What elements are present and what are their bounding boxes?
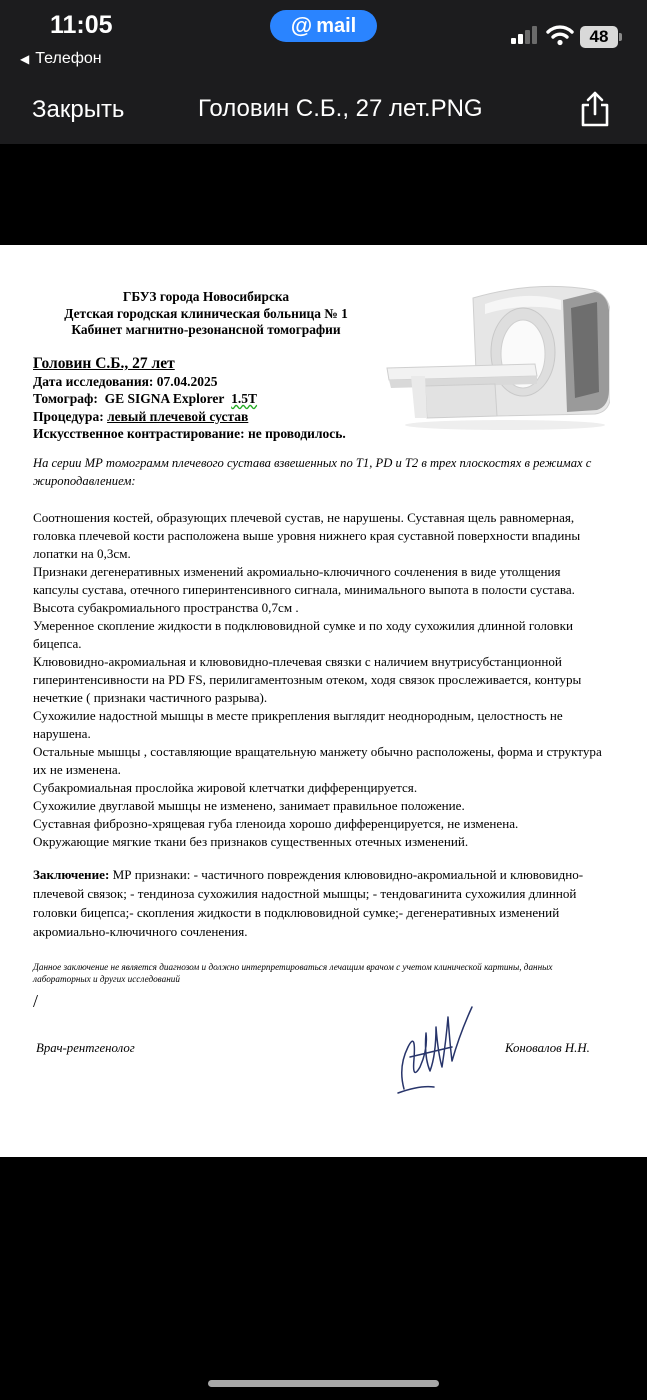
patient-info: [33, 355, 346, 443]
contrast-row: [33, 425, 346, 443]
exam-date-value: 07.04.2025: [156, 373, 218, 389]
contrast-value: не проводилось.: [247, 426, 346, 441]
share-icon[interactable]: [578, 90, 612, 128]
clinic-header-line: Кабинет магнитно-резонансной томографии: [71, 322, 341, 337]
at-icon: @: [290, 13, 313, 38]
document-image[interactable]: [0, 245, 647, 1157]
home-indicator[interactable]: [208, 1380, 439, 1387]
doctor-signature: [390, 997, 480, 1097]
battery-tip: [619, 33, 622, 41]
finding-paragraph: Суставная фиброзно-хрящевая губа гленоида хорошо дифференцируется, не изменена.: [33, 816, 519, 831]
finding-paragraph: Субакромиальная прослойка жировой клетчатки дифференцируется.: [33, 780, 418, 795]
finding-paragraph: Сухожилие двуглавой мышцы не изменено, занимает правильное положение.: [33, 798, 465, 813]
exam-date-row: [33, 373, 346, 391]
battery-icon: [580, 26, 618, 48]
scanner-label: Томограф:: [33, 391, 98, 406]
status-time: 11:05: [50, 11, 113, 39]
wifi-icon: [546, 24, 574, 46]
viewer-nav-bar: [0, 80, 647, 144]
procedure-value: левый плечевой сустав: [107, 408, 249, 424]
finding-paragraph: Высота субакромиального пространства 0,7см .: [33, 600, 299, 615]
close-button[interactable]: Закрыть: [32, 96, 125, 123]
pen-mark: /: [33, 991, 39, 1011]
doctor-role: Врач-рентгенолог: [36, 1041, 135, 1055]
scanner-field-value: 1.5T: [231, 391, 258, 406]
back-triangle-icon: ◀: [20, 52, 30, 66]
procedure-row: [33, 408, 346, 426]
exam-date-label: Дата исследования:: [33, 373, 154, 389]
finding-paragraph: Умеренное скопление жидкости в подклювовидной сумке и по ходу сухожилия длинной головки бицепса.: [33, 618, 573, 651]
clinic-header-line: Детская городская клиническая больница № 1: [64, 305, 348, 321]
finding-paragraph: Признаки дегенеративных изменений акромиально-ключичного сочленения в виде утолщения капсулы сустава, отечного гиперинтенсивного сигнала, минимального выпота в полости сустава.: [33, 564, 575, 597]
study-intro: На серии МР томограмм плечевого сустава взвешенных по T1, PD и T2 в трех плоскостях в режимах с жироподавлением:: [33, 456, 592, 488]
finding-paragraph: Клювовидно-акромиальная и клювовидно-плечевая связки с наличием внутрисубстанционной гиперинтенсивности на PD FS, перилигаментозным отеком, ходя связок прослеживается, контуры нечеткие ( признаки частичного разрыва).: [33, 654, 582, 705]
mri-scanner-image: [385, 280, 610, 430]
cellular-signal-icon: [511, 24, 541, 44]
contrast-label: Искусственное контрастирование:: [33, 426, 245, 441]
finding-paragraph: Окружающие мягкие ткани без признаков существенных отечных изменений.: [33, 834, 469, 849]
doctor-name: Коновалов Н.Н.: [505, 1041, 590, 1055]
scanner-row: [33, 390, 346, 408]
procedure-label: Процедура:: [33, 408, 104, 424]
battery-level: 48: [589, 27, 609, 46]
conclusion-label: Заключение:: [33, 867, 110, 882]
mail-app-label: mail: [316, 14, 357, 37]
status-bar: [0, 0, 647, 90]
findings: [33, 509, 608, 851]
finding-paragraph: Сухожилие надостной мышцы в месте прикрепления выглядит неоднородным, целостность не нарушена.: [33, 708, 563, 741]
conclusion-text: МР признаки: - частичного повреждения клювовидно-акромиальной и клювовидно-плечевой связок; - тендиноза сухожилия надостной мышцы; - тендовагинита сухожилия длинной головки бицепса;- скопления жидкости в подклювовидной сумке;- дегенеративных изменений акромиально-ключичного сочленения.: [33, 867, 584, 939]
clinic-header-line: ГБУЗ города Новосибирска: [122, 289, 290, 304]
file-title: Головин С.Б., 27 лет.PNG: [198, 95, 483, 122]
clinic-header: [36, 289, 376, 339]
finding-paragraph: Соотношения костей, образующих плечевой сустав, не нарушены. Суставная щель равномерная, головка плечевой кости расположена выше уровня нижнего края суставной поверхности впадины лопатки на 0,3см.: [33, 510, 581, 561]
back-app-label: Телефон: [35, 50, 102, 67]
patient-name: Головин С.Б., 27 лет: [33, 355, 175, 372]
scanner-value: GE SIGNA Explorer: [104, 391, 225, 406]
finding-paragraph: Остальные мышцы , составляющие вращательную манжету обычно расположены, форма и структура их не изменена.: [33, 744, 602, 777]
conclusion: [33, 865, 608, 941]
back-to-app-link[interactable]: [20, 50, 102, 68]
disclaimer: Данное заключение не является диагнозом и должно интерпретироваться лечащим врачом с учетом клинической картины, данных лабораторных и других исследований: [33, 962, 553, 984]
mail-app-indicator[interactable]: [270, 10, 377, 42]
